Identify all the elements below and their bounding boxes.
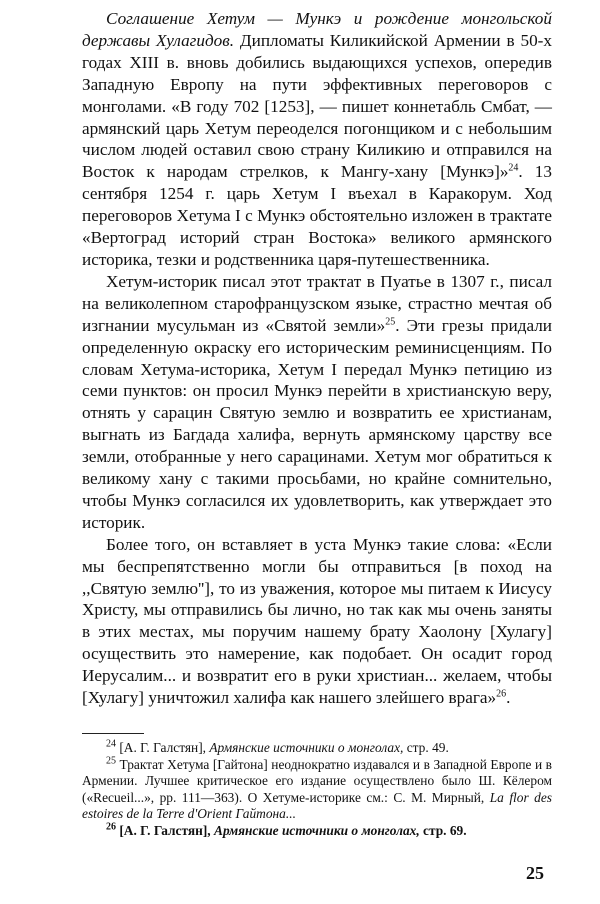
paragraph-3-text-a: Более того, он вставляет в уста Мункэ такие слова: «Если мы беспрепятственно могли бы отправиться [в поход на ,,Святую землю''], то из уважения, которое мы питаем к Иисусу Христу, мы отправились бы лично, но так как мы очень заняты в этих местах, мы поручим нашему брату Хаолону [Хулагу] осуществить это намерение, как подобает. Он осадит город Иерусалим... и возвратит его в руки христиан... желаем, чтобы [Хулагу] уничтожил халифа как нашего злейшего врага» [82, 534, 552, 708]
footnote-text: Трактат Хетума [Гайтона] неоднократно издавался и в Западной Европе и в Армении. Лучшее критическое его издание осуществлено было Ш. Кёлером («Recueil...», pp. 111—363). О Хетуме-историке см.: С. М. Мирный, [82, 756, 552, 805]
paragraph-3 [82, 534, 552, 709]
footnote-title: La flor des estoires de la Terre d'Orient Гайтона... [82, 789, 552, 822]
footnote-25 [82, 757, 552, 823]
footnote-divider [82, 733, 144, 734]
footnote-page: стр. 49. [403, 740, 449, 755]
footnote-author: [А. Г. Галстян], [116, 822, 215, 838]
footnote-number: 26 [106, 821, 116, 833]
footnotes [82, 740, 552, 840]
footnote-page: стр. 69. [419, 822, 467, 838]
footnote-ref-25[interactable]: 25 [385, 315, 396, 327]
footnote-24 [82, 740, 552, 757]
paragraph-2 [82, 271, 552, 534]
paragraph-2-text-a: Хетум-историк писал этот трактат в Пуатье в 1307 г., писал на великолепном старофранцузском языке, страстно мечтая об изгнании мусульман из «Святой земли» [82, 271, 552, 335]
paragraph-1 [82, 8, 552, 271]
footnote-ref-24[interactable]: 24 [508, 162, 519, 174]
page-number: 25 [526, 863, 544, 883]
footnote-number: 25 [106, 755, 116, 767]
paragraph-3-text-b: . [506, 688, 511, 708]
paragraph-2-text-b: . Эти грезы придали определенную окраску его историческим реминисценциям. По словам Хетума-историка, Хетум I передал Мункэ петицию из семи пунктов: он просил Мункэ перейти в христианскую веру, отнять у сарацин Святую землю и возвратить ее христианам, выгнать из Багдада халифа, вернуть армянскому царству все земли, отобранные у него сарацинами. Хетум мог обратиться к великому хану с такими просьбами, но крайне сомнительно, чтобы Мункэ согласился их удовлетворить, как утверждает это историк. [82, 315, 552, 532]
footnote-author: [А. Г. Галстян], [116, 740, 210, 755]
footnote-ref-26[interactable]: 26 [496, 688, 507, 700]
main-text [82, 8, 552, 709]
footnote-title: Армянские источники о монголах, [209, 740, 404, 755]
footnote-number: 24 [106, 738, 116, 750]
paragraph-1-text-b: . 13 сентября 1254 г. царь Хетум I въехал в Каракорум. Ход переговоров Хетума I с Мункэ обстоятельно изложен в трактате «Вертоград историй стран Востока» великого армянского историка, тезки и родственника царя-путешественника. [82, 162, 552, 269]
footnote-26 [82, 823, 552, 840]
section-heading: Соглашение Хетум — Мункэ и рождение монгольской державы Хулагидов. [82, 9, 552, 50]
paragraph-1-text-a: Дипломаты Киликийской Армении в 50-х годах XIII в. вновь добились выдающихся успехов, опередив Западную Европу на пути эффективных переговоров с монголами. «В году 702 [1253], — пишет коннетабль Смбат, — армянский царь Хетум переоделся погонщиком и с небольшим числом людей оставил свою страну Киликию и отправился на Восток к народам стрелков, к Мангу-хану [Мункэ]» [82, 30, 552, 182]
footnote-title: Армянские источники о монголах, [214, 822, 420, 838]
